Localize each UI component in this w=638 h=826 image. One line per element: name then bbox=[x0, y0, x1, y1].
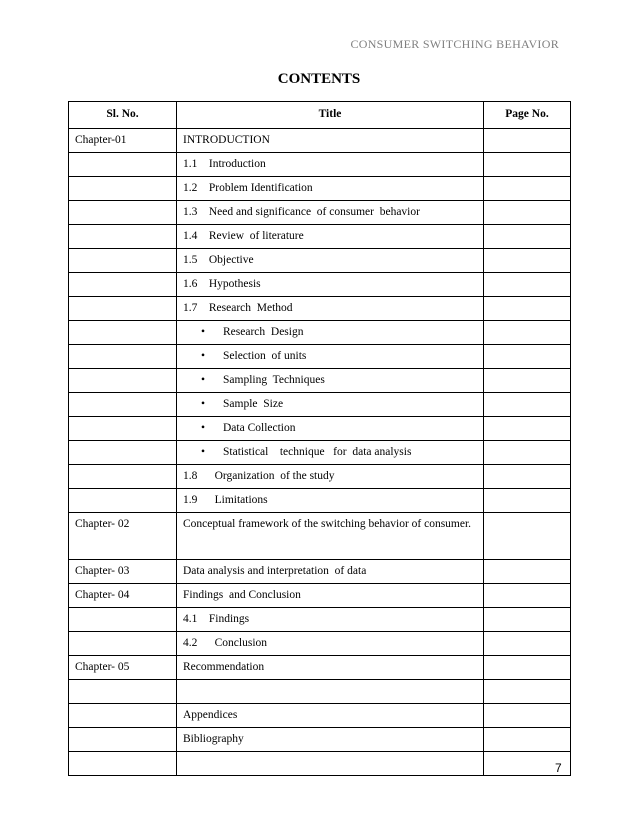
row-title: 1.8 Organization of the study bbox=[177, 465, 484, 489]
row-title bbox=[177, 680, 484, 704]
row-sl-no bbox=[69, 704, 177, 728]
row-sl-no: Chapter- 05 bbox=[69, 656, 177, 680]
row-title: Findings and Conclusion bbox=[177, 584, 484, 608]
row-title: 1.1 Introduction bbox=[177, 153, 484, 177]
row-title: 1.2 Problem Identification bbox=[177, 177, 484, 201]
row-title: Data analysis and interpretation of data bbox=[177, 560, 484, 584]
row-page-no bbox=[484, 297, 571, 321]
table-row bbox=[69, 728, 571, 752]
table-row bbox=[69, 273, 571, 297]
row-page-no bbox=[484, 680, 571, 704]
table-row bbox=[69, 369, 571, 393]
row-title: 1.4 Review of literature bbox=[177, 225, 484, 249]
row-sl-no bbox=[69, 465, 177, 489]
table-row bbox=[69, 608, 571, 632]
row-sl-no bbox=[69, 417, 177, 441]
table-row bbox=[69, 584, 571, 608]
row-title: Conceptual framework of the switching behavior of consumer. bbox=[177, 513, 484, 560]
table-row bbox=[69, 656, 571, 680]
row-page-no bbox=[484, 345, 571, 369]
row-sl-no bbox=[69, 632, 177, 656]
row-title: 1.6 Hypothesis bbox=[177, 273, 484, 297]
row-sl-no bbox=[69, 752, 177, 776]
table-row bbox=[69, 513, 571, 560]
row-page-no bbox=[484, 225, 571, 249]
row-title: 1.9 Limitations bbox=[177, 489, 484, 513]
table-row bbox=[69, 680, 571, 704]
row-page-no bbox=[484, 728, 571, 752]
row-page-no bbox=[484, 369, 571, 393]
row-page-no bbox=[484, 129, 571, 153]
row-sl-no bbox=[69, 297, 177, 321]
row-title: 1.3 Need and significance of consumer behavior bbox=[177, 201, 484, 225]
bullet-icon: • bbox=[201, 422, 206, 434]
header-page-no: Page No. bbox=[484, 102, 571, 129]
table-row bbox=[69, 560, 571, 584]
bullet-icon: • bbox=[201, 350, 206, 362]
row-page-no bbox=[484, 249, 571, 273]
row-title: Appendices bbox=[177, 704, 484, 728]
row-sl-no bbox=[69, 369, 177, 393]
row-sl-no bbox=[69, 489, 177, 513]
row-page-no bbox=[484, 153, 571, 177]
row-sl-no bbox=[69, 345, 177, 369]
table-row bbox=[69, 632, 571, 656]
row-page-no bbox=[484, 201, 571, 225]
row-title-bulleted bbox=[177, 369, 484, 393]
row-title: Bibliography bbox=[177, 728, 484, 752]
row-sl-no bbox=[69, 680, 177, 704]
row-sl-no bbox=[69, 608, 177, 632]
page-number: 7 bbox=[555, 761, 562, 775]
row-title: 1.5 Objective bbox=[177, 249, 484, 273]
bullet-icon: • bbox=[201, 326, 206, 338]
row-title-text: Data Collection bbox=[223, 422, 296, 434]
row-page-no bbox=[484, 321, 571, 345]
row-title-text: Research Design bbox=[223, 326, 304, 338]
row-title: Recommendation bbox=[177, 656, 484, 680]
row-title: 1.7 Research Method bbox=[177, 297, 484, 321]
row-sl-no: Chapter- 02 bbox=[69, 513, 177, 560]
header-sl-no: Sl. No. bbox=[69, 102, 177, 129]
table-row bbox=[69, 129, 571, 153]
row-page-no bbox=[484, 441, 571, 465]
table-row bbox=[69, 704, 571, 728]
row-page-no bbox=[484, 393, 571, 417]
row-title-text: Selection of units bbox=[223, 350, 307, 362]
table-row bbox=[69, 153, 571, 177]
contents-table bbox=[68, 101, 571, 776]
row-sl-no bbox=[69, 201, 177, 225]
table-row bbox=[69, 417, 571, 441]
row-sl-no: Chapter- 04 bbox=[69, 584, 177, 608]
row-sl-no bbox=[69, 441, 177, 465]
row-page-no bbox=[484, 513, 571, 560]
table-row bbox=[69, 201, 571, 225]
row-title: INTRODUCTION bbox=[177, 129, 484, 153]
bullet-icon: • bbox=[201, 446, 206, 458]
table-row bbox=[69, 393, 571, 417]
row-page-no bbox=[484, 417, 571, 441]
row-sl-no: Chapter-01 bbox=[69, 129, 177, 153]
row-page-no bbox=[484, 632, 571, 656]
table-row bbox=[69, 345, 571, 369]
row-page-no bbox=[484, 465, 571, 489]
row-title bbox=[177, 752, 484, 776]
row-title-text: Statistical technique for data analysis bbox=[223, 446, 412, 458]
row-page-no bbox=[484, 177, 571, 201]
table-row bbox=[69, 321, 571, 345]
row-sl-no bbox=[69, 393, 177, 417]
table-row bbox=[69, 465, 571, 489]
table-row bbox=[69, 441, 571, 465]
header-title: Title bbox=[177, 102, 484, 129]
row-page-no bbox=[484, 273, 571, 297]
table-row bbox=[69, 489, 571, 513]
row-page-no bbox=[484, 560, 571, 584]
row-title: 4.1 Findings bbox=[177, 608, 484, 632]
row-title-bulleted bbox=[177, 321, 484, 345]
contents-heading: CONTENTS bbox=[277, 71, 361, 87]
row-sl-no: Chapter- 03 bbox=[69, 560, 177, 584]
row-sl-no bbox=[69, 273, 177, 297]
row-title: 4.2 Conclusion bbox=[177, 632, 484, 656]
row-sl-no bbox=[69, 249, 177, 273]
row-title-bulleted bbox=[177, 441, 484, 465]
row-title-bulleted bbox=[177, 393, 484, 417]
table-row bbox=[69, 225, 571, 249]
row-page-no bbox=[484, 489, 571, 513]
row-sl-no bbox=[69, 225, 177, 249]
row-sl-no bbox=[69, 321, 177, 345]
row-sl-no bbox=[69, 153, 177, 177]
row-title-bulleted bbox=[177, 345, 484, 369]
table-row bbox=[69, 249, 571, 273]
table-row bbox=[69, 297, 571, 321]
running-header: CONSUMER SWITCHING BEHAVIOR bbox=[350, 37, 559, 51]
row-page-no bbox=[484, 704, 571, 728]
row-title-bulleted bbox=[177, 417, 484, 441]
row-page-no bbox=[484, 584, 571, 608]
bullet-icon: • bbox=[201, 374, 206, 386]
row-page-no bbox=[484, 656, 571, 680]
row-page-no bbox=[484, 608, 571, 632]
table-row bbox=[69, 177, 571, 201]
table-row bbox=[69, 752, 571, 776]
row-title-text: Sampling Techniques bbox=[223, 374, 325, 386]
bullet-icon: • bbox=[201, 398, 206, 410]
row-title-text: Sample Size bbox=[223, 398, 284, 410]
table-header-row bbox=[69, 102, 571, 129]
row-sl-no bbox=[69, 728, 177, 752]
row-sl-no bbox=[69, 177, 177, 201]
contents-table-body bbox=[69, 129, 571, 776]
